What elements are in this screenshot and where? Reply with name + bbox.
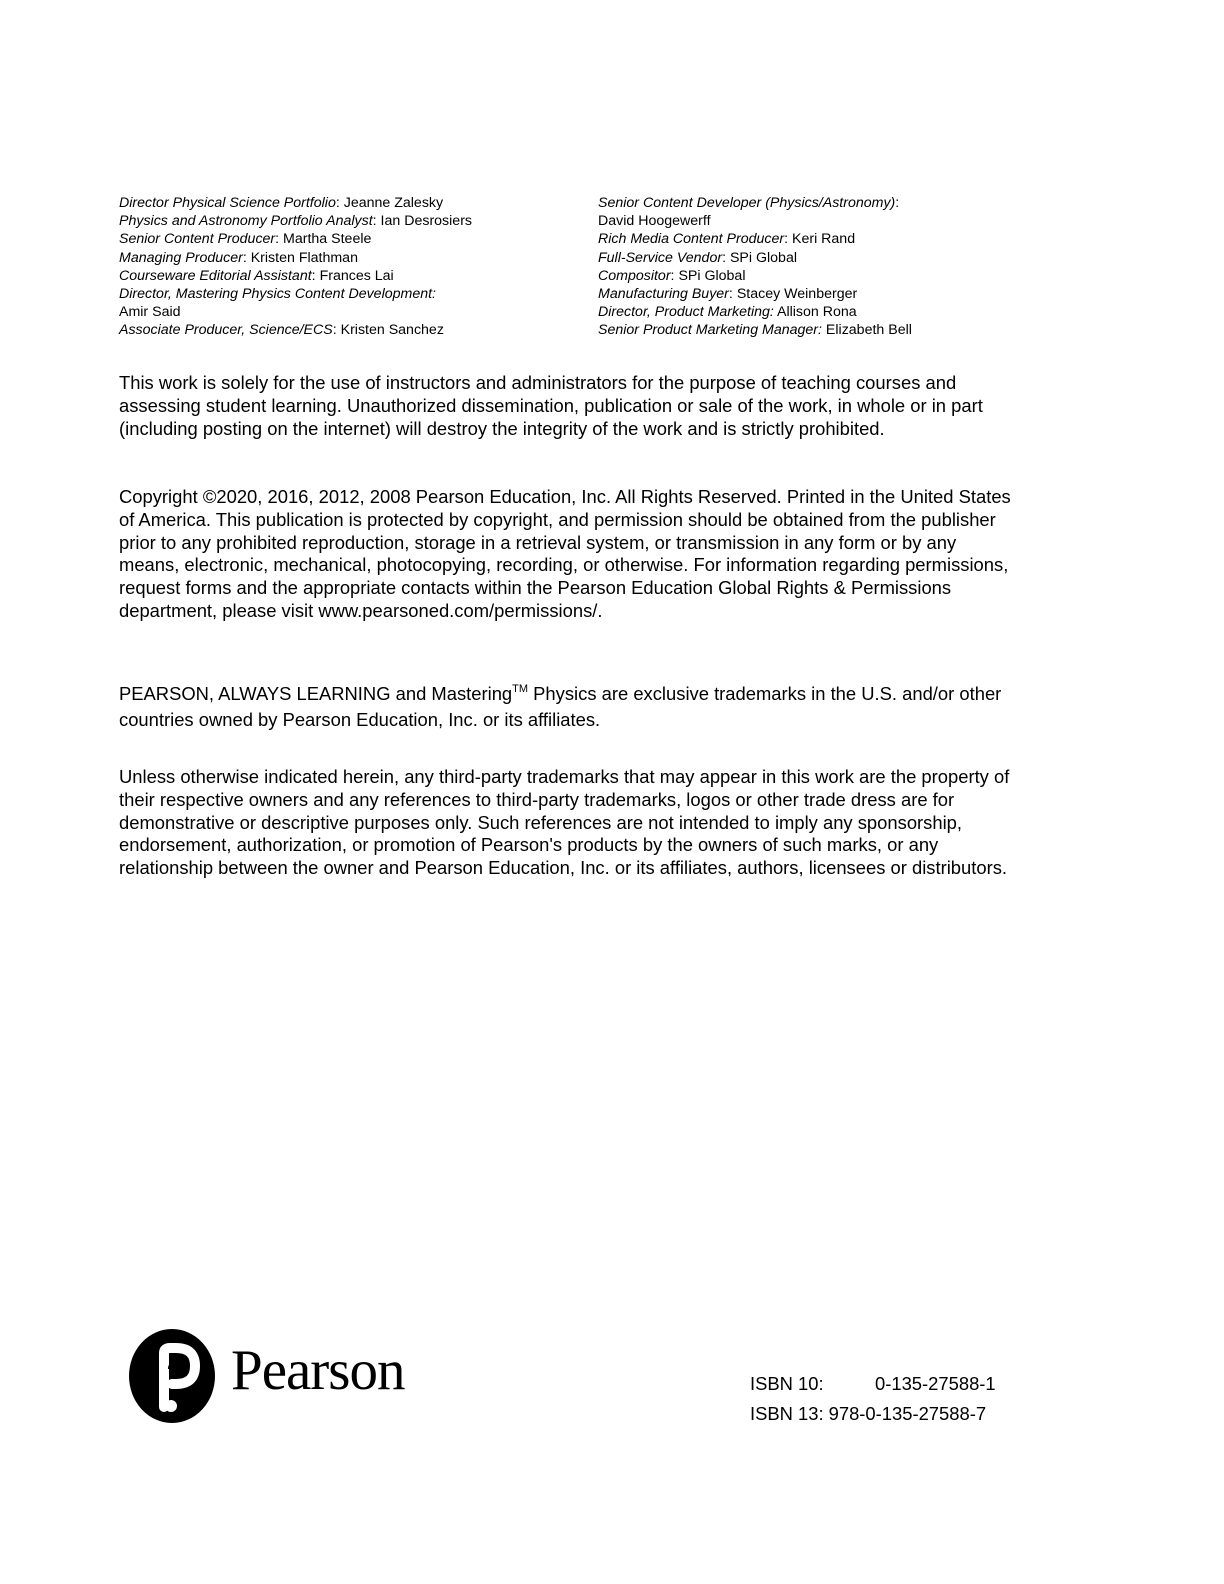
credit-line: Senior Content Producer: Martha Steele xyxy=(119,231,372,248)
isbn-13-label: ISBN 13: xyxy=(750,1403,824,1424)
credit-line: Director, Product Marketing: Allison Rona xyxy=(598,304,857,321)
copyright-notice: Copyright ©2020, 2016, 2012, 2008 Pearson Education, Inc. All Rights Reserved. Printed in the United States of America. This publication is protected by copyright, and permission should be obtained from the publisher prior to any prohibited reproduction, storage in a retrieval system, or transmission in any form or by any means, electronic, mechanical, photocopying, recording, or otherwise. For information regarding permissions, request forms and the appropriate contacts within the Pearson Education Global Rights & Permissions department, please visit www.pearsoned.com/permissions/. xyxy=(119,486,1011,621)
isbn-10-value: 0-135-27588-1 xyxy=(875,1373,996,1394)
credit-line: Compositor: SPi Global xyxy=(598,267,746,284)
credit-line: Senior Content Developer (Physics/Astronomy): xyxy=(598,195,900,211)
pearson-p-icon xyxy=(129,1329,215,1423)
credit-line: Manufacturing Buyer: Stacey Weinberger xyxy=(598,286,858,303)
pearson-logo xyxy=(129,1329,404,1423)
isbn-block xyxy=(750,1369,996,1429)
credits-left-column xyxy=(119,194,598,340)
credit-line: Senior Product Marketing Manager: Elizabeth Bell xyxy=(598,322,912,339)
credit-line: Director, Mastering Physics Content Development: xyxy=(119,286,436,303)
credits-block xyxy=(119,194,1019,340)
isbn-13-value: 978-0-135-27588-7 xyxy=(828,1403,987,1424)
credit-line: David Hoogewerff xyxy=(598,213,711,230)
usage-notice: This work is solely for the use of instructors and administrators for the purpose of teaching courses and assessing student learning. Unauthorized dissemination, publication or sale of the work, in whole or in part (including posting on the internet) will destroy the integrity of the work and is strictly prohibited. xyxy=(119,372,983,439)
credit-line: Managing Producer: Kristen Flathman xyxy=(119,249,358,266)
credit-line: Director Physical Science Portfolio: Jeanne Zalesky xyxy=(119,195,444,211)
credit-line: Courseware Editorial Assistant: Frances Lai xyxy=(119,267,394,284)
tm-superscript: TM xyxy=(512,683,529,695)
isbn-13-row xyxy=(750,1399,996,1429)
credit-line: Associate Producer, Science/ECS: Kristen Sanchez xyxy=(119,322,444,339)
pearson-wordmark: Pearson xyxy=(231,1338,405,1402)
credit-line: Amir Said xyxy=(119,304,181,321)
credit-line: Physics and Astronomy Portfolio Analyst: Ian Desrosiers xyxy=(119,213,473,230)
credit-line: Full-Service Vendor: SPi Global xyxy=(598,249,797,266)
third-party-notice: Unless otherwise indicated herein, any third-party trademarks that may appear in this work are the property of their respective owners and any references to third-party trademarks, logos or other trade dress are for demonstrative or descriptive purposes only. Such references are not intended to imply any sponsorship, endorsement, authorization, or promotion of Pearson's products by the owners of such marks, or any relationship between the owner and Pearson Education, Inc. or its affiliates, authors, licensees or distributors. xyxy=(119,766,1010,879)
credits-right-column xyxy=(598,194,1018,340)
trademark-notice: PEARSON, ALWAYS LEARNING and Mastering™ Physics are exclusive trademarks in the U.S. and/or other countries owned by Pearson Education, Inc. or its affiliates. xyxy=(119,683,1002,730)
isbn-10-label: ISBN 10: xyxy=(750,1373,824,1394)
isbn-10-row xyxy=(750,1369,996,1399)
credit-line: Rich Media Content Producer: Keri Rand xyxy=(598,231,856,248)
